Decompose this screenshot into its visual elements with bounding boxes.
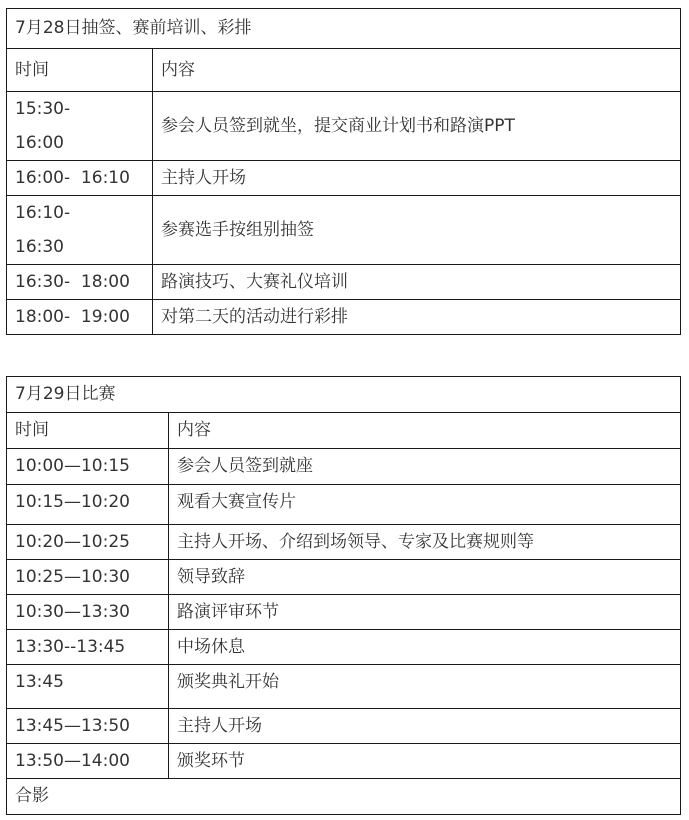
day2-schedule-table <box>6 376 681 815</box>
table-row <box>7 92 681 161</box>
table-row <box>7 449 681 485</box>
content-cell: 路演评审环节 <box>169 595 681 630</box>
content-cell: 领导致辞 <box>169 560 681 595</box>
table-row <box>7 265 681 300</box>
content-cell: 参赛选手按组别抽签 <box>153 196 681 265</box>
table-row <box>7 161 681 196</box>
time-cell: 13:50—14:00 <box>7 744 169 779</box>
table-footer-row <box>7 779 681 815</box>
content-cell: 主持人开场 <box>169 709 681 744</box>
time-cell: 13:45 <box>7 665 169 709</box>
time-cell <box>7 92 153 161</box>
content-cell: 对第二天的活动进行彩排 <box>153 300 681 335</box>
footer-cell: 合影 <box>7 779 681 815</box>
table-row <box>7 744 681 779</box>
table-title-row <box>7 9 681 49</box>
content-cell: 参会人员签到就坐，提交商业计划书和路演PPT <box>153 92 681 161</box>
table-row <box>7 665 681 709</box>
table-row <box>7 630 681 665</box>
table-row <box>7 595 681 630</box>
content-cell: 中场休息 <box>169 630 681 665</box>
time-cell: 18:00- 19:00 <box>7 300 153 335</box>
table-row <box>7 709 681 744</box>
table-row <box>7 485 681 525</box>
content-cell: 观看大赛宣传片 <box>169 485 681 525</box>
time-header: 时间 <box>7 413 169 449</box>
table-row <box>7 525 681 560</box>
time-cell: 10:00—10:15 <box>7 449 169 485</box>
table-header-row <box>7 49 681 92</box>
time-cell: 10:15—10:20 <box>7 485 169 525</box>
table-title-row <box>7 377 681 413</box>
time-line: 16:00 <box>15 133 64 153</box>
time-cell: 13:45—13:50 <box>7 709 169 744</box>
time-cell <box>7 196 153 265</box>
day1-title: 7月28日抽签、赛前培训、彩排 <box>7 9 681 49</box>
time-line: 15:30- <box>15 99 71 119</box>
time-cell: 16:30- 18:00 <box>7 265 153 300</box>
time-cell: 10:25—10:30 <box>7 560 169 595</box>
table-row <box>7 300 681 335</box>
content-cell: 主持人开场、介绍到场领导、专家及比赛规则等 <box>169 525 681 560</box>
content-cell: 参会人员签到就座 <box>169 449 681 485</box>
time-line: 16:30 <box>15 237 64 257</box>
day2-title: 7月29日比赛 <box>7 377 681 413</box>
content-header: 内容 <box>153 49 681 92</box>
content-cell: 路演技巧、大赛礼仪培训 <box>153 265 681 300</box>
day1-schedule-table <box>6 8 681 335</box>
content-header: 内容 <box>169 413 681 449</box>
time-cell: 10:30—13:30 <box>7 595 169 630</box>
table-row <box>7 196 681 265</box>
table-header-row <box>7 413 681 449</box>
content-cell: 颁奖典礼开始 <box>169 665 681 709</box>
time-cell: 13:30--13:45 <box>7 630 169 665</box>
time-cell: 10:20—10:25 <box>7 525 169 560</box>
time-cell: 16:00- 16:10 <box>7 161 153 196</box>
time-line: 16:10- <box>15 203 71 223</box>
content-cell: 主持人开场 <box>153 161 681 196</box>
content-cell: 颁奖环节 <box>169 744 681 779</box>
table-row <box>7 560 681 595</box>
time-header: 时间 <box>7 49 153 92</box>
